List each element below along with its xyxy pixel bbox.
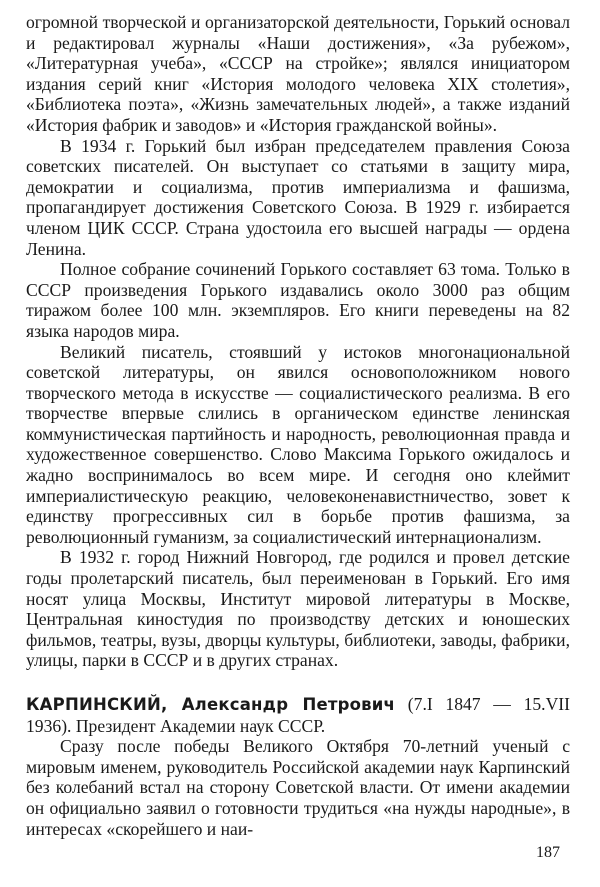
paragraph-gorky-journals: огромной творческой и организаторской деятельности, Горький основал и редактировал журналы «Наши достижения», «За рубежом», «Литературная учеба», «СССР на стройке»; являлся инициатором издания серий книг «История молодого человека XIX столетия», «Библиотека поэта», «Жизнь замечательных людей», а также изданий «История фабрик и заводов» и «История гражданской войны».	[26, 12, 570, 135]
entry-heading-dates: (7.I 1847 — 15.VII 1936). Президент Академии наук СССР.	[26, 694, 570, 736]
entry-karpinsky-header	[26, 694, 570, 736]
entry-separator	[26, 671, 570, 694]
paragraph-gorky-legacy: Великий писатель, стоявший у истоков многонациональной советской литературы, он явился основоположником нового творческого метода в искусстве — социалистического реализма. В его творчестве впервые слились в органическом единстве ленинская коммунистическая партийность и народность, революционная правда и художественное совершенство. Слово Максима Горького ожидалось и жадно воспринималось во всем мире. И сегодня оно клеймит империалистическую реакцию, человеконенавистничество, зовет к единству прогрессивных сил в борьбе против фашизма, за революционный гуманизм, за социалистический интернационализм.	[26, 341, 570, 547]
paragraph-gorky-collected-works: Полное собрание сочинений Горького составляет 63 тома. Только в СССР произведения Горького издавались около 3000 раз общим тиражом более 100 млн. экземпляров. Его книги переведены на 82 языка народов мира.	[26, 259, 570, 341]
entry-heading: КАРПИНСКИЙ, Александр Петрович	[26, 695, 396, 714]
paragraph-gorky-city: В 1932 г. город Нижний Новгород, где родился и провел детские годы пролетарский писатель, был переименован в Горький. Его имя носят улица Москвы, Институт мировой литературы в Москве, Центральная киностудия по производству детских и юношеских фильмов, театры, вузы, дворцы культуры, библиотеки, заводы, фабрики, улицы, парки в СССР и в других странах.	[26, 547, 570, 671]
paragraph-gorky-1934: В 1934 г. Горький был избран председателем правления Союза советских писателей. Он выступает со статьями в защиту мира, демократии и социализма, против империализма и фашизма, пропагандирует достижения Советского Союза. В 1929 г. избирается членом ЦИК СССР. Страна удостоила его высшей награды — ордена Ленина.	[26, 135, 570, 259]
paragraph-karpinsky-intro: Сразу после победы Великого Октября 70-летний ученый с мировым именем, руководитель Российской академии наук Карпинский без колебаний встал на сторону Советской власти. От имени академии он официально заявил о готовности трудиться «на нужды народные», в интересах «скорейшего и наи-	[26, 736, 570, 839]
page-number: 187	[536, 844, 560, 861]
document-page	[26, 12, 570, 839]
